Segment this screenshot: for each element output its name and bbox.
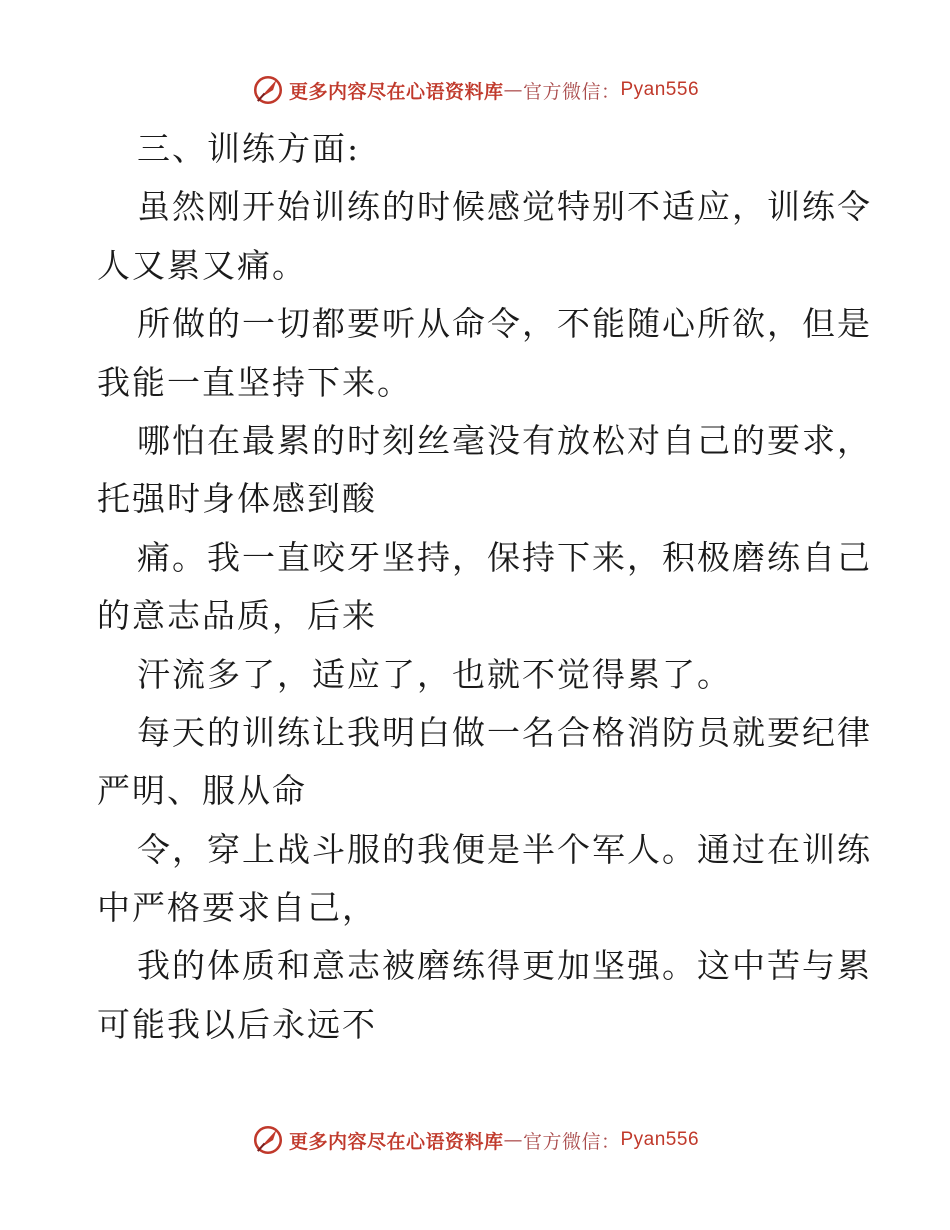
document-body — [97, 120, 872, 1054]
watermark-dash: — — [503, 1129, 523, 1151]
text-line: 人又累又痛。 — [97, 245, 307, 285]
text-line: 汗流多了，适应了，也就不觉得累了。 — [137, 654, 732, 694]
text-line: 每天的训练让我明白做一名合格消防员就要纪律 — [137, 712, 872, 752]
watermark-wechat-id: Pyan556 — [620, 79, 700, 100]
text-line: 中严格要求自己， — [97, 888, 377, 928]
text-line: 可能我以后永远不 — [97, 1004, 377, 1044]
text-line: 我的体质和意志被磨练得更加坚强。这中苦与累 — [137, 946, 872, 986]
text-line: 三、训练方面: — [137, 129, 361, 168]
footer-watermark — [0, 1120, 950, 1160]
text-line: 令，穿上战斗服的我便是半个军人。通过在训练 — [137, 829, 872, 869]
text-line: 虽然刚开始训练的时候感觉特别不适应，训练令 — [137, 187, 872, 227]
watermark-wechat-label: 官方微信： — [522, 1130, 621, 1153]
text-line: 严明、服从命 — [97, 771, 307, 811]
watermark-main-text: 更多内容尽在心语资料库 — [288, 80, 504, 103]
text-line: 托强时身体感到酸 — [97, 479, 377, 519]
watermark-wechat-label: 官方微信： — [522, 80, 621, 103]
header-watermark — [0, 70, 950, 110]
text-line: 我能一直坚持下来。 — [97, 362, 412, 402]
watermark-wechat-id: Pyan556 — [620, 1129, 700, 1150]
text-line: 哪怕在最累的时刻丝毫没有放松对自己的要求， — [137, 420, 872, 460]
text-line: 的意志品质，后来 — [97, 596, 377, 636]
feather-pen-logo-icon — [251, 1123, 285, 1157]
watermark-dash: — — [503, 79, 523, 101]
text-line: 痛。我一直咬牙坚持，保持下来，积极磨练自己 — [137, 537, 872, 577]
feather-pen-logo-icon — [251, 73, 285, 107]
text-line: 所做的一切都要听从命令，不能随心所欲，但是 — [137, 304, 872, 344]
watermark-main-text: 更多内容尽在心语资料库 — [288, 1130, 504, 1153]
